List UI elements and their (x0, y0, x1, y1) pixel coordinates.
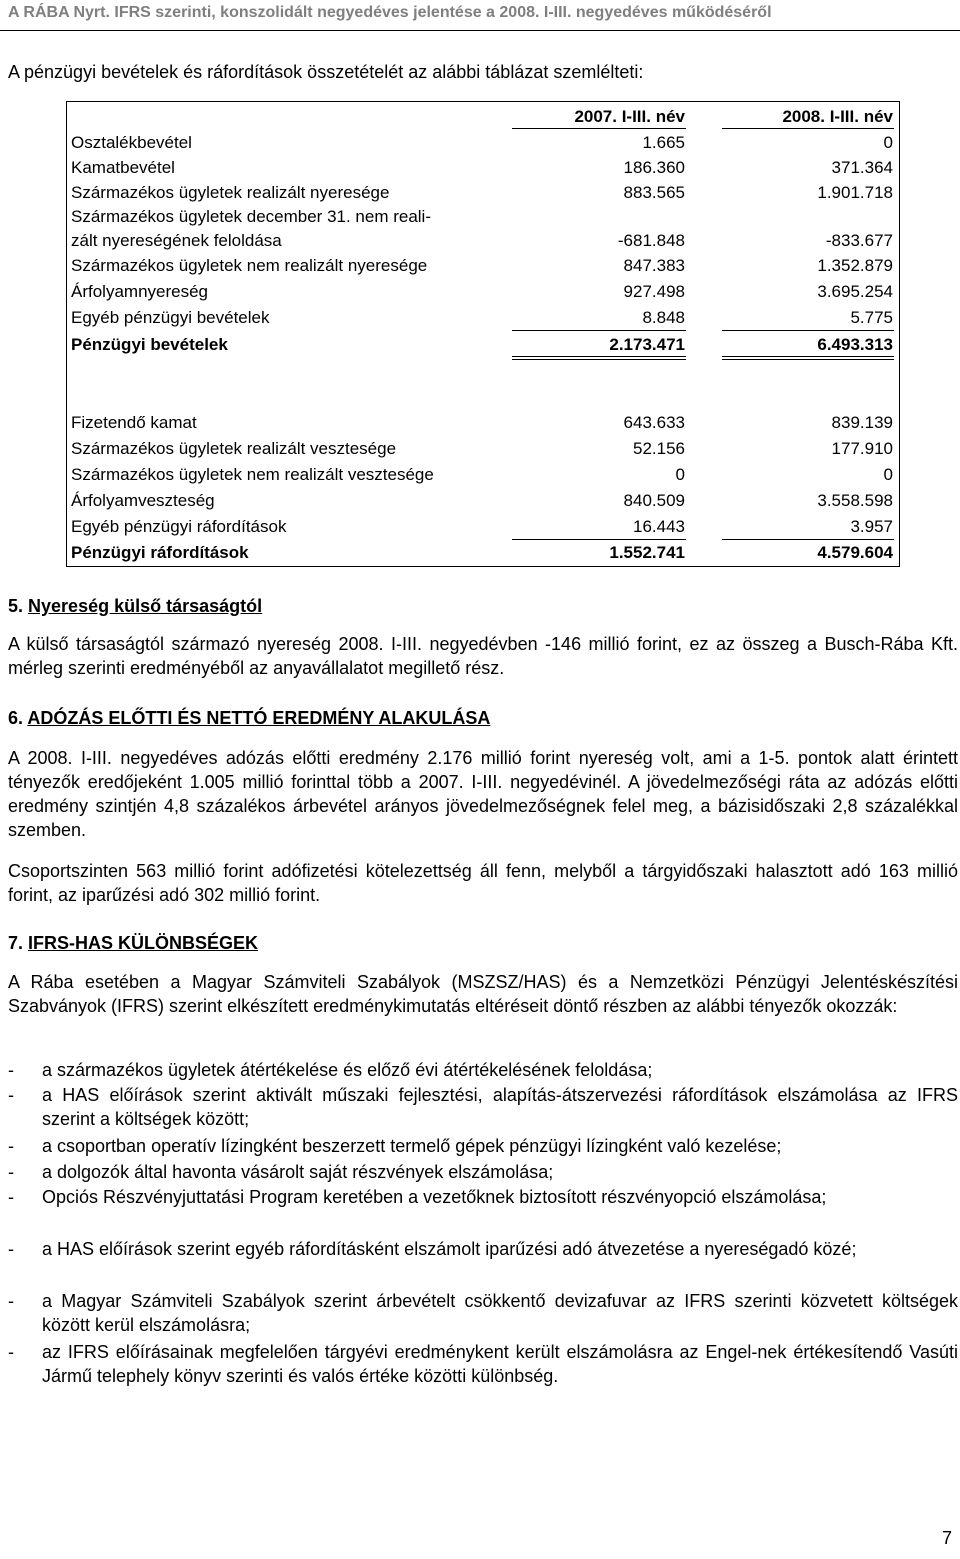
row-value-2008: -833.677 (825, 231, 893, 250)
row-value-2008: 3.695.254 (817, 282, 893, 301)
section-5-heading (8, 596, 262, 617)
row-label: Egyéb pénzügyi bevételek (71, 308, 270, 327)
row-value-2007: 840.509 (623, 491, 685, 510)
row-value-2008: 3.558.598 (817, 491, 893, 510)
row-value-2007: 1.665 (642, 133, 685, 152)
list-item: - a csoportban operatív lízingként beszerzett termelő gépek pénzügyi lízingként való kezelése; (8, 1136, 782, 1156)
row-value-2007: 643.633 (623, 413, 685, 432)
total-double-rule-2008 (722, 356, 894, 360)
section-7-heading (8, 933, 258, 954)
list-item: - Opciós Részvényjuttatási Program keretében a vezetőknek biztosított részvényopció elszámolása; (8, 1187, 827, 1207)
list-item: - a HAS előírások szerint egyéb ráfordításként elszámolt iparűzési adó átvezetése a nyereségadó közé; (8, 1239, 857, 1259)
subtotal-rule-2007 (512, 330, 686, 331)
list-item: - a HAS előírások szerint aktivált műszaki fejlesztési, alapítás-átszervezési ráfordítások elszámolása az IFRS szerint a költségek között; (8, 1085, 958, 1129)
subtotal-rule-2008 (722, 539, 894, 540)
row-label: Származékos ügyletek december 31. nem reali- (71, 207, 431, 226)
row-label: Árfolyamveszteség (71, 491, 215, 510)
expense-total-2007: 1.552.741 (609, 543, 685, 562)
row-label: Fizetendő kamat (71, 413, 197, 432)
row-value-2008: 0 (883, 133, 893, 152)
list-item: - a származékos ügyletek átértékelése és előző évi átértékelésének feloldása; (8, 1060, 653, 1080)
section-7-number: 7. (8, 933, 24, 953)
subtotal-rule-2007 (512, 539, 686, 540)
column-header-2008: 2008. I-III. név (782, 107, 893, 126)
row-value-2007: -681.848 (617, 231, 685, 250)
list-item: - a dolgozók által havonta vásárolt saját részvények elszámolása; (8, 1162, 554, 1182)
row-value-2008: 177.910 (831, 439, 893, 458)
row-value-2007: 8.848 (642, 308, 685, 327)
row-label: Egyéb pénzügyi ráfordítások (71, 517, 287, 536)
section-6-paragraph-2: Csoportszinten 563 millió forint adófizetési kötelezettség áll fenn, melyből a tárgyidőszaki halasztott adó 163 millió forint, az iparűzési adó 302 millió forint. (8, 861, 958, 905)
income-total-label: Pénzügyi bevételek (71, 335, 228, 354)
section-6-heading (8, 708, 490, 729)
row-value-2008: 1.901.718 (817, 183, 893, 202)
row-value-2007: 883.565 (623, 183, 685, 202)
header-underline-2008 (722, 128, 894, 129)
row-label: Származékos ügyletek nem realizált nyeresége (71, 256, 428, 275)
section-6-number: 6. (8, 708, 24, 728)
income-total-2008: 6.493.313 (817, 335, 893, 354)
row-value-2008: 839.139 (831, 413, 893, 432)
header-rule (0, 30, 960, 31)
row-label: Árfolyamnyereség (71, 282, 209, 301)
list-item: - a Magyar Számviteli Szabályok szerint árbevételt csökkentő devizafuvar az IFRS szerinti közvetett költségek között kerül elszámolásra; (8, 1291, 958, 1335)
row-value-2008: 5.775 (850, 308, 893, 327)
row-value-2008: 3.957 (850, 517, 893, 536)
row-label: Származékos ügyletek realizált vesztesége (71, 439, 397, 458)
total-double-rule-2007 (512, 356, 686, 360)
row-value-2007: 52.156 (633, 439, 685, 458)
section-7-title: IFRS-HAS KÜLÖNBSÉGEK (28, 933, 259, 953)
page-number: 7 (941, 1528, 952, 1548)
header-underline-2007 (512, 128, 686, 129)
section-5-number: 5. (8, 596, 24, 616)
list-item: - az IFRS előírásainak megfelelően tárgyévi eredménykent került elszámolásra az Engel-nek értékesítendő Vasúti Jármű telephely könyv szerinti és valós értéke közötti különbség. (8, 1342, 958, 1386)
row-value-2008: 371.364 (831, 158, 893, 177)
section-5-title: Nyereség külső társaságtól (28, 596, 263, 616)
income-total-2007: 2.173.471 (609, 335, 685, 354)
section-5-text: A külső társaságtól származó nyereség 2008. I-III. negyedévben -146 millió forint, ez az összeg a Busch-Rába Kft. mérleg szerinti eredményéből az anyavállalatot megillető rész. (8, 634, 958, 678)
row-value-2007: 0 (675, 465, 685, 484)
row-label: Származékos ügyletek nem realizált vesztesége (71, 465, 434, 484)
row-label: Származékos ügyletek realizált nyeresége (71, 183, 390, 202)
document-header: A RÁBA Nyrt. IFRS szerinti, konszolidált negyedéves jelentése a 2008. I-III. negyedéves működéséről (8, 4, 772, 21)
section-6-title: ADÓZÁS ELŐTTI ÉS NETTÓ EREDMÉNY ALAKULÁSA (27, 708, 491, 728)
row-label-continued: zált nyereségének feloldása (71, 231, 282, 250)
section-7-paragraph: A Rába esetében a Magyar Számviteli Szabályok (MSZSZ/HAS) és a Nemzetközi Pénzügyi Jelentéskészítési Szabványok (IFRS) szerint elkészített eredménykimutatás eltéréseit döntő részben az alábbi tényezők okozzák: (8, 972, 958, 1016)
expense-total-2008: 4.579.604 (817, 543, 893, 562)
row-value-2007: 186.360 (623, 158, 685, 177)
section-6-paragraph-1: A 2008. I-III. negyedéves adózás előtti eredmény 2.176 millió forint nyereség volt, ami a 1-5. pontok alatt érintett tényezők eredőjeként 1.005 millió forinttal több a 2007. I-III. negyedévinél. A jövedelmezőségi ráta az adózás előtti eredmény szintjén 4,8 százalékos árbevétel arányos jövedelmezőségnek felel meg, a bázisidőszaki 2,8 százalékkal szemben. (8, 748, 958, 840)
subtotal-rule-2008 (722, 330, 894, 331)
row-value-2007: 847.383 (623, 256, 685, 275)
row-value-2007: 16.443 (633, 517, 685, 536)
intro-text: A pénzügyi bevételek és ráfordítások összetételét az alábbi táblázat szemlélteti: (8, 62, 644, 82)
expense-total-label: Pénzügyi ráfordítások (71, 543, 249, 562)
row-label: Kamatbevétel (71, 158, 175, 177)
column-header-2007: 2007. I-III. név (574, 107, 685, 126)
row-value-2007: 927.498 (623, 282, 685, 301)
row-value-2008: 1.352.879 (817, 256, 893, 275)
row-value-2008: 0 (883, 465, 893, 484)
row-label: Osztalékbevétel (71, 133, 192, 152)
